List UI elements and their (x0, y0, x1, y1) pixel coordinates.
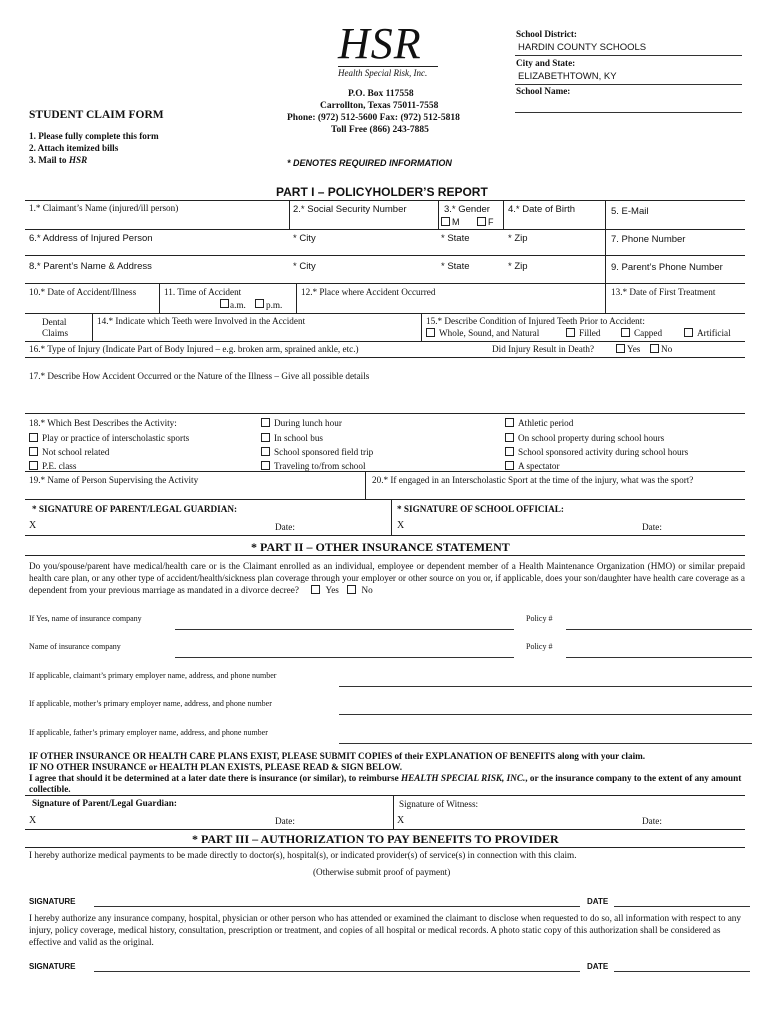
activity-nonschool-checkbox[interactable] (29, 447, 38, 456)
teeth-filled-label: Filled (579, 328, 601, 338)
gender-f-checkbox[interactable] (477, 217, 486, 226)
activity-sponsored-label: School sponsored activity during school hours (518, 447, 689, 457)
claimant-employer-field[interactable] (339, 686, 752, 687)
part1-title: PART I – POLICYHOLDER’S REPORT (276, 185, 488, 199)
part2-title: * PART II – OTHER INSURANCE STATEMENT (251, 540, 510, 554)
teeth-capped-label: Capped (634, 328, 663, 338)
teeth-whole-checkbox[interactable] (426, 328, 435, 337)
gender-label: 3.* Gender (444, 204, 490, 215)
ins-company2-field[interactable] (175, 657, 514, 658)
am-checkbox[interactable] (220, 299, 229, 308)
zip-label: * Zip (508, 233, 528, 244)
teeth-involved-label: 14.* Indicate which Teeth were Involved in the Accident (97, 316, 306, 326)
death-yes-checkbox[interactable] (616, 344, 625, 353)
parent-city-label: * City (293, 261, 316, 272)
p2-sig-parent-x: X (29, 815, 37, 826)
gender-f-label: F (488, 217, 494, 227)
other-insurance-question: Do you/spouse/parent have medical/health care or is the Claimant enrolled as an individual, employee or dependent member of a Health Maintenance Organization (HMO) or similar prepaid health care plan, or any other type of accident/health/sickness plan coverage through your employer or other source on you or, if applicable, does your son/daughter have health care coverage as a dependent from your previous marriage as mandated in a divorce decree? Yes No (29, 561, 745, 595)
am-label: a.m. (230, 300, 246, 310)
p2-sig-witness-date: Date: (642, 816, 662, 826)
parent-zip-label: * Zip (508, 261, 528, 272)
address-label: 6.* Address of Injured Person (29, 233, 153, 244)
company-phone: Phone: (972) 512-5600 Fax: (972) 512-5818 (287, 113, 460, 123)
ins-company1-field[interactable] (175, 629, 514, 630)
instruction-2: 2. Attach itemized bills (29, 143, 119, 153)
company-city: Carrollton, Texas 75011-7558 (320, 101, 439, 111)
father-employer-label: If applicable, father’s primary employer name, address, and phone number (29, 728, 268, 737)
teeth-artificial-checkbox[interactable] (684, 328, 693, 337)
logo-sub: Health Special Risk, Inc. (338, 68, 428, 78)
sig-parent-label: * SIGNATURE OF PARENT/LEGAL GUARDIAN: (32, 504, 238, 514)
authorization-2: I hereby authorize any insurance company, hospital, physician or other person who has attended or examined the claimant to disclose when requested to do so, all information with respect to any injury, policy coverage, medical history, consultation, prescription or treatment, and copies of all hospital or medical records. A photo static copy of this authorization shall be considered as effective and valid as the original. (29, 913, 741, 947)
dental-label: Dental (42, 317, 67, 327)
date-field-1[interactable] (614, 906, 750, 907)
accident-time-label: 11. Time of Accident (164, 287, 242, 297)
instruction-1: 1. Please fully complete this form (29, 131, 159, 141)
claimant-employer-label: If applicable, claimant’s primary employer name, address, and phone number (29, 671, 277, 680)
p2-sig-parent-date: Date: (275, 816, 295, 826)
other-ins-yes-checkbox[interactable] (311, 585, 320, 594)
claims-label: Claims (42, 328, 69, 338)
activity-property-label: On school property during school hours (518, 433, 665, 443)
date-field-2[interactable] (614, 971, 750, 972)
city-label: * City (293, 233, 316, 244)
sig-official-label: * SIGNATURE OF SCHOOL OFFICIAL: (397, 504, 564, 514)
activity-nonschool-label: Not school related (42, 447, 110, 457)
activity-lunch-checkbox[interactable] (261, 418, 270, 427)
mother-employer-label: If applicable, mother’s primary employer name, address, and phone number (29, 699, 272, 708)
sig-parent-x: X (29, 520, 37, 531)
activity-sports-label: Play or practice of interscholastic sports (42, 433, 190, 443)
signature-field-1[interactable] (94, 906, 580, 907)
p2-sig-parent-label: Signature of Parent/Legal Guardian: (32, 798, 177, 808)
death-no-label: No (661, 344, 673, 354)
activity-athletic-label: Athletic period (518, 418, 574, 428)
required-note: * DENOTES REQUIRED INFORMATION (287, 158, 452, 168)
gender-m-label: M (452, 217, 460, 227)
phone-label: 7. Phone Number (611, 234, 686, 245)
teeth-condition-label: 15.* Describe Condition of Injured Teeth Prior to Accident: (426, 316, 645, 326)
mother-employer-field[interactable] (339, 714, 752, 715)
signature-label-1: SIGNATURE (29, 897, 76, 906)
parent-phone-label: 9. Parent’s Phone Number (611, 262, 723, 273)
pm-label: p.m. (266, 300, 283, 310)
school-city-label: City and State: (516, 58, 576, 68)
activity-sponsored-checkbox[interactable] (505, 447, 514, 456)
claimant-name-label: 1.* Claimant’s Name (injured/ill person) (29, 203, 179, 213)
teeth-artificial-label: Artificial (697, 328, 731, 338)
otherwise-note: (Otherwise submit proof of payment) (313, 867, 451, 877)
policy1-field[interactable] (566, 629, 752, 630)
instruction-3: 3. Mail to HSR (29, 155, 88, 165)
parent-state-label: * State (441, 261, 470, 272)
activity-fieldtrip-label: School sponsored field trip (274, 447, 374, 457)
first-treatment-label: 13.* Date of First Treatment (611, 287, 716, 297)
policy1-label: Policy # (526, 614, 553, 623)
accident-description-label: 17.* Describe How Accident Occurred or the Nature of the Illness – Give all possible details (29, 371, 370, 381)
hsr-logo (338, 19, 428, 78)
signature-field-2[interactable] (94, 971, 580, 972)
accident-place-label: 12.* Place where Accident Occurred (301, 287, 436, 297)
state-label: * State (441, 233, 470, 244)
parent-name-label: 8.* Parent’s Name & Address (29, 261, 152, 272)
signature-label-2: SIGNATURE (29, 962, 76, 971)
ins-company2-label: Name of insurance company (29, 642, 121, 651)
injury-type-label: 16.* Type of Injury (Indicate Part of Body Injured – e.g. broken arm, sprained ankle, etc.) (29, 344, 359, 354)
date-label-2: DATE (587, 962, 609, 971)
sport-label: 20.* If engaged in an Interscholastic Sport at the time of the injury, what was the sport? (372, 475, 694, 485)
policy2-field[interactable] (566, 657, 752, 658)
activity-travel-label: Traveling to/from school (274, 461, 366, 471)
activity-fieldtrip-checkbox[interactable] (261, 447, 270, 456)
school-city-value[interactable]: ELIZABETHTOWN, KY (518, 71, 617, 82)
death-label: Did Injury Result in Death? (492, 344, 595, 354)
sig-parent-date: Date: (275, 522, 295, 532)
school-district-value[interactable]: HARDIN COUNTY SCHOOLS (518, 42, 647, 53)
authorization-1: I hereby authorize medical payments to be made directly to doctor(s), hospital(s), or indicated provider(s) of service(s) in connection with this claim. (29, 850, 577, 860)
activity-travel-checkbox[interactable] (261, 461, 270, 470)
dob-label: 4.* Date of Birth (508, 204, 576, 215)
activity-bus-checkbox[interactable] (261, 433, 270, 442)
company-tollfree: Toll Free (866) 243-7885 (331, 125, 429, 135)
activity-spectator-checkbox[interactable] (505, 461, 514, 470)
pm-checkbox[interactable] (255, 299, 264, 308)
other-ins-no-checkbox[interactable] (347, 585, 356, 594)
school-name-field[interactable] (515, 112, 742, 113)
sig-official-x: X (397, 520, 405, 531)
gender-m-checkbox[interactable] (441, 217, 450, 226)
part3-title: * PART III – AUTHORIZATION TO PAY BENEFITS TO PROVIDER (192, 832, 559, 846)
death-yes-label: Yes (627, 344, 641, 354)
activity-sports-checkbox[interactable] (29, 433, 38, 442)
supervisor-label: 19.* Name of Person Supervising the Activity (29, 475, 199, 485)
father-employer-field[interactable] (339, 743, 752, 744)
notice-3: I agree that should it be determined at a later date there is insurance (or similar), to reimburse HEALTH SPECIAL RISK, INC., or the insurance company to the extent of any amount collectible. (29, 773, 742, 794)
form-title: STUDENT CLAIM FORM (29, 109, 164, 121)
date-label-1: DATE (587, 897, 609, 906)
company-pobox: P.O. Box 117558 (348, 89, 414, 99)
ssn-label: 2.* Social Security Number (293, 204, 407, 215)
school-district-label: School District: (516, 29, 577, 39)
logo-main: HSR (338, 19, 422, 68)
sig-official-date: Date: (642, 522, 662, 532)
activity-pe-checkbox[interactable] (29, 461, 38, 470)
activity-bus-label: In school bus (274, 433, 323, 443)
activity-property-checkbox[interactable] (505, 433, 514, 442)
death-no-checkbox[interactable] (650, 344, 659, 353)
ins-company1-label: If Yes, name of insurance company (29, 614, 142, 623)
activity-spectator-label: A spectator (518, 461, 560, 471)
activity-label: 18.* Which Best Describes the Activity: (29, 418, 177, 428)
sig-part2-line[interactable] (25, 829, 745, 830)
school-name-label: School Name: (516, 86, 571, 96)
teeth-whole-label: Whole, Sound, and Natural (439, 328, 540, 338)
activity-lunch-label: During lunch hour (274, 418, 342, 428)
teeth-filled-checkbox[interactable] (566, 328, 575, 337)
email-label: 5. E-Mail (611, 206, 649, 217)
activity-pe-label: P.E. class (42, 461, 77, 471)
teeth-capped-checkbox[interactable] (621, 328, 630, 337)
activity-athletic-checkbox[interactable] (505, 418, 514, 427)
policy2-label: Policy # (526, 642, 553, 651)
notice-1: IF OTHER INSURANCE OR HEALTH CARE PLANS EXIST, PLEASE SUBMIT COPIES of their EXPLANATION OF BENEFITS along with your claim. (29, 751, 646, 761)
notice-2: IF NO OTHER INSURANCE or HEALTH PLAN EXISTS, PLEASE READ & SIGN BELOW. (29, 762, 403, 772)
sig-part1-line[interactable] (25, 535, 745, 536)
p2-sig-witness-x: X (397, 815, 405, 826)
accident-date-label: 10.* Date of Accident/Illness (29, 287, 137, 297)
p2-sig-witness-label: Signature of Witness: (399, 799, 479, 809)
